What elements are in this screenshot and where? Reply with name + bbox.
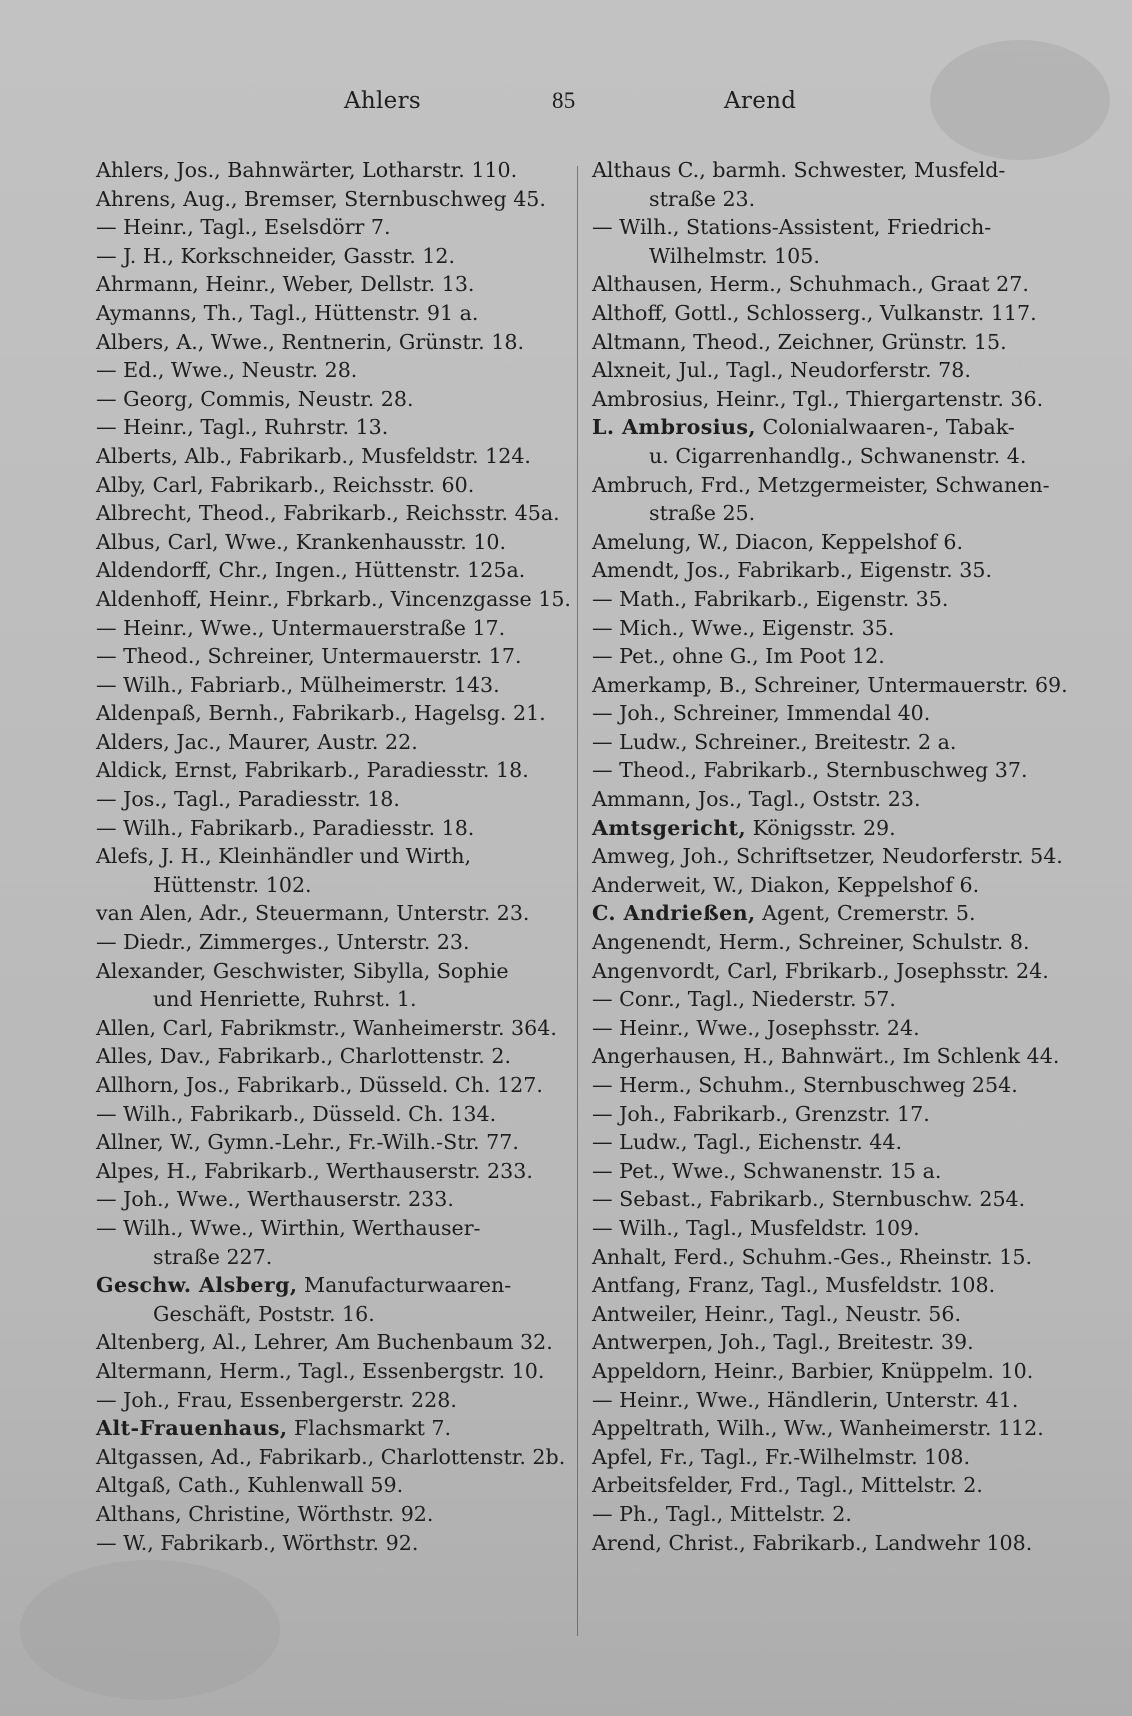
directory-entry (96, 1185, 561, 1214)
entry-text: Ahrens, Aug., Bremser, Sternbuschweg 45. (96, 186, 546, 211)
entry-text: — Conr., Tagl., Niederstr. 57. (592, 987, 896, 1012)
directory-entry (592, 413, 1057, 442)
entry-text: Altgaß, Cath., Kuhlenwall 59. (96, 1473, 404, 1498)
directory-entry (592, 842, 1063, 871)
directory-entry (96, 1243, 561, 1272)
directory-entry (96, 528, 561, 557)
entry-text: Albrecht, Theod., Fabrikarb., Reichsstr. 45a. (96, 501, 560, 526)
directory-entry (96, 671, 561, 700)
column-divider (577, 166, 578, 1636)
entry-text: Angenendt, Herm., Schreiner, Schulstr. 8. (592, 930, 1030, 955)
entry-text: Althausen, Herm., Schuhmach., Graat 27. (592, 272, 1029, 297)
entry-text: Alefs, J. H., Kleinhändler und Wirth, (96, 844, 472, 869)
entry-text: straße 23. (649, 186, 756, 211)
entry-text: Aldick, Ernst, Fabrikarb., Paradiesstr. 18. (96, 758, 529, 783)
entry-text: — Wilh., Fabriarb., Mülheimerstr. 143. (96, 672, 500, 697)
directory-entry (592, 385, 1057, 414)
entry-text: u. Cigarrenhandlg., Schwanenstr. 4. (649, 443, 1027, 468)
entry-text: Aldenpaß, Bernh., Fabrikarb., Hagelsg. 21. (96, 701, 546, 726)
directory-entry (96, 1271, 561, 1300)
directory-entry (96, 985, 561, 1014)
entry-text: — Jos., Tagl., Paradiesstr. 18. (96, 787, 400, 812)
directory-entry (96, 699, 561, 728)
directory-entry (592, 1157, 1057, 1186)
entry-bold-name: Alt-Frauenhaus, (96, 1416, 288, 1441)
directory-entry (96, 785, 561, 814)
directory-entry (96, 957, 561, 986)
entry-text: Althaus C., barmh. Schwester, Musfeld- (592, 158, 1006, 182)
entry-text: Alberts, Alb., Fabrikarb., Musfeldstr. 124. (96, 443, 531, 468)
entry-text: Allner, W., Gymn.-Lehr., Fr.-Wilh.-Str. 77. (96, 1130, 519, 1155)
directory-entry (96, 556, 561, 585)
entry-text: Antweiler, Heinr., Tagl., Neustr. 56. (592, 1301, 962, 1326)
entry-text: Altmann, Theod., Zeichner, Grünstr. 15. (592, 329, 1007, 354)
directory-entry (96, 1042, 561, 1071)
directory-entry (96, 270, 561, 299)
directory-entry (592, 1071, 1057, 1100)
entry-text: Anhalt, Ferd., Schuhm.-Ges., Rheinstr. 15. (592, 1244, 1033, 1269)
entry-text: Allen, Carl, Fabrikmstr., Wanheimerstr. 364. (96, 1015, 557, 1040)
entry-text: Flachsmarkt 7. (287, 1416, 452, 1441)
entry-text: — Heinr., Wwe., Händlerin, Unterstr. 41. (592, 1387, 1019, 1412)
entry-text: Arbeitsfelder, Frd., Tagl., Mittelstr. 2. (592, 1473, 983, 1498)
directory-entry (592, 1386, 1057, 1415)
directory-entry (592, 356, 1057, 385)
entry-text: — Pet., Wwe., Schwanenstr. 15 a. (592, 1158, 942, 1183)
entry-text: Altgassen, Ad., Fabrikarb., Charlottenstr. 2b. (96, 1444, 566, 1469)
directory-entry (592, 299, 1057, 328)
entry-text: — Heinr., Tagl., Ruhrstr. 13. (96, 415, 389, 440)
directory-entry (96, 728, 561, 757)
entry-text: Alexander, Geschwister, Sibylla, Sophie (96, 958, 509, 983)
entry-text: Agent, Cremerstr. 5. (755, 901, 976, 926)
entry-text: — J. H., Korkschneider, Gasstr. 12. (96, 243, 456, 268)
directory-entry (592, 756, 1057, 785)
directory-entry (592, 1214, 1057, 1243)
directory-entry (96, 1100, 561, 1129)
directory-entry (96, 871, 561, 900)
directory-entry (96, 1357, 561, 1386)
directory-entry (592, 928, 1057, 957)
directory-entry (592, 156, 1057, 185)
directory-entry (96, 1328, 561, 1357)
directory-entry (96, 1157, 561, 1186)
entry-text: — Herm., Schuhm., Sternbuschweg 254. (592, 1073, 1018, 1097)
directory-entry (96, 156, 561, 185)
directory-entry (96, 213, 561, 242)
directory-entry (96, 1128, 561, 1157)
entry-bold-name: Geschw. Alsberg, (96, 1273, 298, 1298)
right-column (592, 156, 1068, 1557)
entry-text: — Ph., Tagl., Mittelstr. 2. (592, 1501, 852, 1526)
directory-entry (96, 1071, 561, 1100)
entry-text: — Ludw., Schreiner., Breitestr. 2 a. (592, 729, 957, 754)
directory-entry (592, 1300, 1057, 1329)
directory-entry (96, 1471, 561, 1500)
directory-entry (96, 442, 561, 471)
directory-entry (592, 985, 1057, 1014)
entry-text: — Wilh., Fabrikarb., Paradiesstr. 18. (96, 815, 475, 840)
directory-entry (592, 1271, 1057, 1300)
directory-entry (592, 614, 1057, 643)
entry-text: — Heinr., Wwe., Josephsstr. 24. (592, 1015, 920, 1040)
entry-text: — Joh., Frau, Essenbergerstr. 228. (96, 1387, 457, 1412)
entry-text: — Mich., Wwe., Eigenstr. 35. (592, 615, 895, 640)
entry-text: — Math., Fabrikarb., Eigenstr. 35. (592, 586, 949, 611)
page-header (0, 88, 1132, 128)
entry-text: Hüttenstr. 102. (153, 872, 312, 897)
directory-entry (592, 471, 1057, 500)
directory-entry (592, 1500, 1057, 1529)
entry-text: Amerkamp, B., Schreiner, Untermauerstr. 69. (592, 672, 1068, 697)
entry-text: Geschäft, Poststr. 16. (153, 1301, 375, 1326)
entry-text: Ahrmann, Heinr., Weber, Dellstr. 13. (96, 272, 475, 297)
directory-entry (592, 1128, 1057, 1157)
directory-entry (592, 642, 1057, 671)
header-left-keyword: Ahlers (344, 88, 421, 114)
directory-entry (592, 814, 1057, 843)
directory-entry (592, 1185, 1057, 1214)
entry-text: — W., Fabrikarb., Wörthstr. 92. (96, 1530, 419, 1555)
directory-entry (592, 1471, 1057, 1500)
entry-text: Altenberg, Al., Lehrer, Am Buchenbaum 32. (96, 1330, 553, 1355)
directory-entry (592, 957, 1057, 986)
entry-text: Althans, Christine, Wörthstr. 92. (96, 1501, 434, 1526)
directory-entry (592, 528, 1057, 557)
directory-entry (592, 899, 1057, 928)
entry-text: Amendt, Jos., Fabrikarb., Eigenstr. 35. (592, 558, 992, 583)
entry-text: Albus, Carl, Wwe., Krankenhausstr. 10. (96, 529, 507, 554)
directory-entry (96, 1414, 561, 1443)
directory-entry (592, 1100, 1057, 1129)
entry-text: — Wilh., Stations-Assistent, Friedrich- (592, 215, 992, 240)
directory-entry (96, 842, 561, 871)
entry-text: — Joh., Fabrikarb., Grenzstr. 17. (592, 1101, 930, 1126)
directory-entry (96, 1443, 566, 1472)
entry-text: Wilhelmstr. 105. (649, 243, 820, 268)
directory-entry (96, 471, 561, 500)
entry-text: Altermann, Herm., Tagl., Essenbergstr. 10. (96, 1358, 545, 1383)
entry-text: — Joh., Schreiner, Immendal 40. (592, 701, 931, 726)
directory-entry (96, 185, 561, 214)
directory-entry (592, 671, 1068, 700)
directory-entry (96, 642, 561, 671)
directory-entry (96, 614, 561, 643)
entry-text: — Theod., Fabrikarb., Sternbuschweg 37. (592, 758, 1028, 783)
entry-text: — Ed., Wwe., Neustr. 28. (96, 358, 358, 383)
entry-text: — Joh., Wwe., Werthauserstr. 233. (96, 1187, 454, 1212)
entry-text: Amweg, Joh., Schriftsetzer, Neudorferstr. 54. (592, 844, 1063, 869)
entry-text: Althoff, Gottl., Schlosserg., Vulkanstr. 117. (592, 300, 1037, 325)
entry-text: van Alen, Adr., Steuermann, Unterstr. 23. (96, 901, 530, 926)
entry-text: — Wilh., Wwe., Wirthin, Werthauser- (96, 1215, 481, 1240)
entry-text: — Wilh., Fabrikarb., Düsseld. Ch. 134. (96, 1101, 497, 1126)
directory-entry (96, 585, 571, 614)
directory-entry (96, 1386, 561, 1415)
directory-entry (96, 356, 561, 385)
directory-entry (96, 328, 561, 357)
entry-text: und Henriette, Ruhrst. 1. (153, 987, 417, 1012)
left-column (96, 156, 571, 1557)
entry-text: Ammann, Jos., Tagl., Oststr. 23. (592, 787, 921, 812)
directory-entry (592, 1414, 1057, 1443)
directory-entry (592, 185, 1057, 214)
directory-entry (96, 1529, 561, 1558)
directory-entry (592, 556, 1057, 585)
entry-text: — Pet., ohne G., Im Poot 12. (592, 644, 885, 669)
entry-text: — Sebast., Fabrikarb., Sternbuschw. 254. (592, 1187, 1026, 1212)
entry-text: Ahlers, Jos., Bahnwärter, Lotharstr. 110. (96, 158, 518, 182)
entry-text: Arend, Christ., Fabrikarb., Landwehr 108. (592, 1530, 1033, 1555)
entry-text: — Ludw., Tagl., Eichenstr. 44. (592, 1130, 903, 1155)
directory-entry (592, 1529, 1057, 1558)
header-right-keyword: Arend (724, 88, 797, 114)
directory-entry (592, 785, 1057, 814)
entry-text: Alles, Dav., Fabrikarb., Charlottenstr. 2. (96, 1044, 512, 1069)
entry-text: Ambrosius, Heinr., Tgl., Thiergartenstr. 36. (592, 386, 1044, 411)
entry-text: Alby, Carl, Fabrikarb., Reichsstr. 60. (96, 472, 475, 497)
entry-text: Amelung, W., Diacon, Keppelshof 6. (592, 529, 964, 554)
entry-bold-name: Amtsgericht, (592, 815, 747, 840)
directory-entry (592, 871, 1057, 900)
entry-text: Ambruch, Frd., Metzgermeister, Schwanen- (592, 472, 1050, 497)
entry-text: Angerhausen, H., Bahnwärt., Im Schlenk 44. (592, 1044, 1060, 1069)
entry-text: Albers, A., Wwe., Rentnerin, Grünstr. 18. (96, 329, 525, 354)
directory-entry (592, 1443, 1057, 1472)
entry-text: — Wilh., Tagl., Musfeldstr. 109. (592, 1215, 920, 1240)
directory-entry (592, 585, 1057, 614)
entry-text: Aldendorff, Chr., Ingen., Hüttenstr. 125a. (96, 558, 526, 583)
directory-entry (96, 242, 561, 271)
entry-text: — Heinr., Tagl., Eselsdörr 7. (96, 215, 391, 240)
directory-entry (592, 728, 1057, 757)
directory-entry (96, 928, 561, 957)
directory-entry (96, 1500, 561, 1529)
entry-text: Angenvordt, Carl, Fbrikarb., Josephsstr. 24. (592, 958, 1049, 983)
directory-entry (592, 442, 1057, 471)
directory-entry (96, 899, 561, 928)
entry-text: Aymanns, Th., Tagl., Hüttenstr. 91 a. (96, 300, 479, 325)
entry-text: straße 227. (153, 1244, 273, 1269)
entry-text: — Theod., Schreiner, Untermauerstr. 17. (96, 644, 522, 669)
entry-text: Alpes, H., Fabrikarb., Werthauserstr. 233. (96, 1158, 533, 1183)
paper-stain (20, 1560, 280, 1700)
entry-bold-name: L. Ambrosius, (592, 415, 756, 440)
directory-entry (96, 1014, 561, 1043)
entry-text: Antwerpen, Joh., Tagl., Breitestr. 39. (592, 1330, 974, 1355)
directory-entry (592, 699, 1057, 728)
entry-text: Alders, Jac., Maurer, Austr. 22. (96, 729, 418, 754)
entry-bold-name: C. Andrießen, (592, 901, 756, 926)
entry-text: Apfel, Fr., Tagl., Fr.-Wilhelmstr. 108. (592, 1444, 971, 1469)
directory-entry (96, 413, 561, 442)
directory-entry (592, 242, 1057, 271)
entry-text: Alxneit, Jul., Tagl., Neudorferstr. 78. (592, 358, 971, 383)
entry-text: — Heinr., Wwe., Untermauerstraße 17. (96, 615, 506, 640)
directory-entry (96, 1214, 561, 1243)
entry-text: — Georg, Commis, Neustr. 28. (96, 386, 414, 411)
directory-entry (592, 499, 1057, 528)
entry-text: — Diedr., Zimmerges., Unterstr. 23. (96, 930, 470, 955)
directory-entry (592, 270, 1057, 299)
page-number: 85 (552, 88, 576, 113)
entry-text: Antfang, Franz, Tagl., Musfeldstr. 108. (592, 1273, 996, 1298)
directory-entry (96, 756, 561, 785)
entry-text: straße 25. (649, 501, 756, 526)
directory-entry (592, 213, 1057, 242)
entry-text: Aldenhoff, Heinr., Fbrkarb., Vincenzgasse 15. (96, 586, 571, 611)
directory-entry (592, 328, 1057, 357)
entry-text: Anderweit, W., Diakon, Keppelshof 6. (592, 872, 980, 897)
entry-text: Königsstr. 29. (746, 815, 896, 840)
entry-text: Manufacturwaaren- (297, 1273, 512, 1298)
directory-entry (96, 814, 561, 843)
directory-entry (592, 1014, 1057, 1043)
directory-entry (96, 385, 561, 414)
directory-entry (592, 1243, 1057, 1272)
entry-text: Appeldorn, Heinr., Barbier, Knüppelm. 10. (592, 1358, 1034, 1383)
directory-entry (592, 1042, 1060, 1071)
directory-entry (592, 1357, 1057, 1386)
directory-entry (96, 1300, 561, 1329)
directory-entry (96, 499, 561, 528)
entry-text: Colonialwaaren-, Tabak- (755, 415, 1015, 440)
entry-text: Allhorn, Jos., Fabrikarb., Düsseld. Ch. 127. (96, 1073, 543, 1097)
directory-entry (96, 299, 561, 328)
entry-text: Appeltrath, Wilh., Ww., Wanheimerstr. 112. (592, 1416, 1044, 1441)
directory-entry (592, 1328, 1057, 1357)
